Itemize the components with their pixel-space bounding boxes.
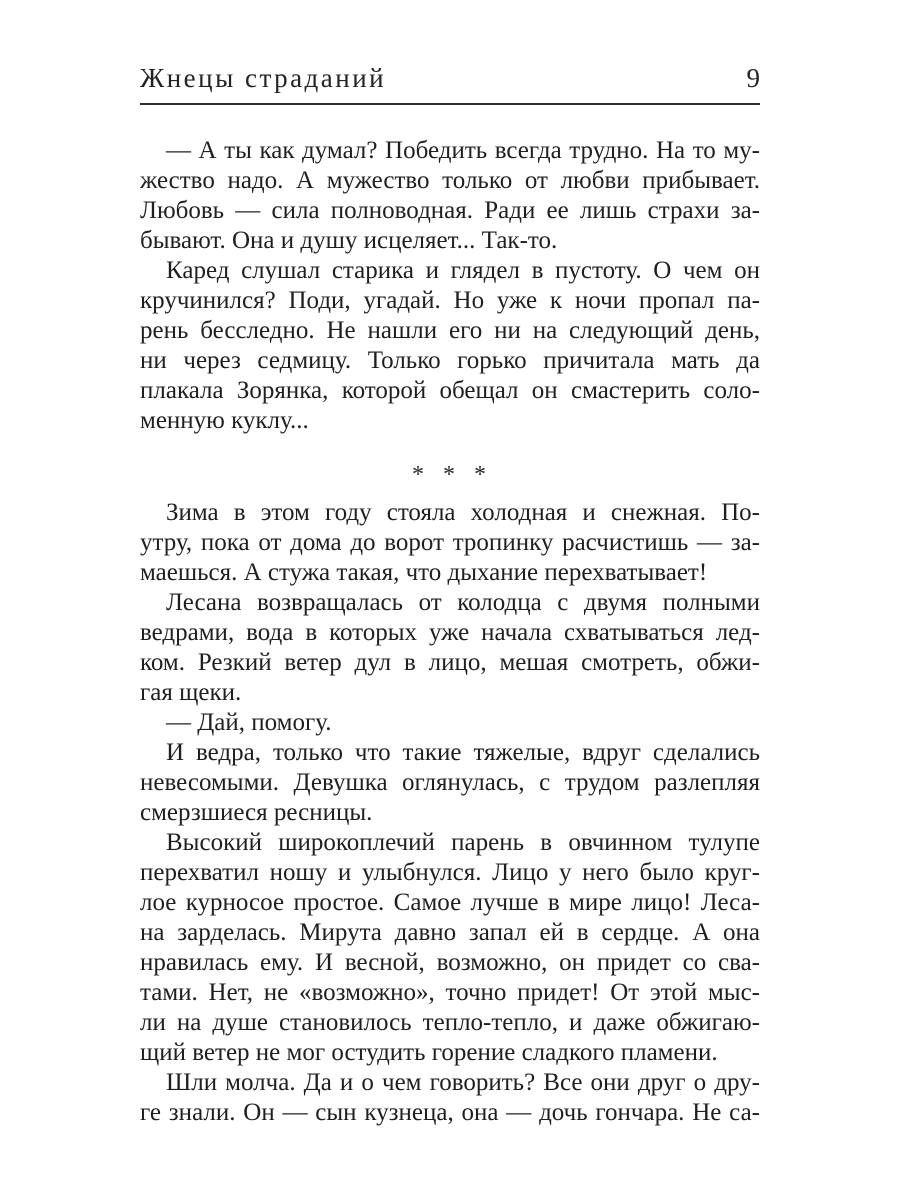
paragraph [140,708,760,738]
text-line: плакала Зорянка, которой обещал он смастерить соло- [140,377,760,404]
body-text [140,136,760,1128]
text-line: на зарделась. Мирута давно запал ей в сердце. А она [140,919,760,946]
text-line: кручинился? Поди, угадай. Но уже к ночи пропал па- [140,287,760,314]
text-line: тами. Нет, не «возможно», точно придет! От этой мыс- [140,979,760,1006]
text-line: утру, пока от дома до ворот тропинку расчистишь — за- [140,529,760,556]
paragraph [140,828,760,1068]
running-header-title: Жнецы страданий [140,63,387,93]
paragraph [140,1068,760,1128]
text-line: ни через седмицу. Только горько причитала мать да [140,347,760,374]
text-line: менную куклу... [140,407,309,434]
text-line: лое курносое простое. Самое лучше в мире лицо! Леса- [140,889,760,916]
text-line: ли на душе становилось тепло-тепло, и даже обжигаю- [140,1009,760,1036]
paragraph [140,738,760,828]
text-line: щий ветер не мог остудить горение сладкого пламени. [140,1039,718,1066]
text-line: маешься. А стужа такая, что дыхание перехватывает! [140,559,708,586]
paragraph [140,136,760,256]
text-line: Лесана возвращалась от колодца с двумя полными [166,589,760,616]
text-line: гая щеки. [140,679,242,706]
text-line: смерзшиеся ресницы. [140,799,373,826]
text-line: Каред слушал старика и глядел в пустоту. О чем он [166,257,760,284]
text-line: нравилась ему. И весной, возможно, он придет со сва- [140,949,760,976]
paragraph [140,256,760,436]
text-line: ведрами, вода в которых уже начала схватываться лед- [140,619,760,646]
text-line: невесомыми. Девушка оглянулась, с трудом разлепляя [140,769,760,796]
text-line: Зима в этом году стояла холодная и снежная. По- [166,499,760,526]
paragraph [140,498,760,588]
text-line: Любовь — сила полноводная. Ради ее лишь страхи за- [140,197,760,224]
text-line: ге знали. Он — сын кузнеца, она — дочь гончара. Не са- [140,1099,760,1126]
text-line: бывают. Она и душу исцеляет... Так-то. [140,227,558,254]
text-line: Высокий широкоплечий парень в овчинном тулупе [166,829,760,856]
text-block [140,62,760,1128]
text-line: — А ты как думал? Победить всегда трудно. На то му- [166,137,760,164]
text-line: Шли молча. Да и о чем говорить? Все они друг о дру- [166,1069,760,1096]
text-line: ком. Резкий ветер дул в лицо, мешая смотреть, обжи- [140,649,760,676]
paragraph [140,588,760,708]
text-line: И ведра, только что такие тяжелые, вдруг сделались [166,739,760,766]
text-line: рень бесследно. Не нашли его ни на следующий день, [140,317,760,344]
running-header [140,62,760,105]
text-line: перехватил ношу и улыбнулся. Лицо у него было круг- [140,859,760,886]
text-line: — Дай, помогу. [166,709,332,736]
section-separator: * * * [412,462,488,488]
page-number: 9 [746,63,760,93]
text-line: жество надо. А мужество только от любви прибывает. [140,167,760,194]
